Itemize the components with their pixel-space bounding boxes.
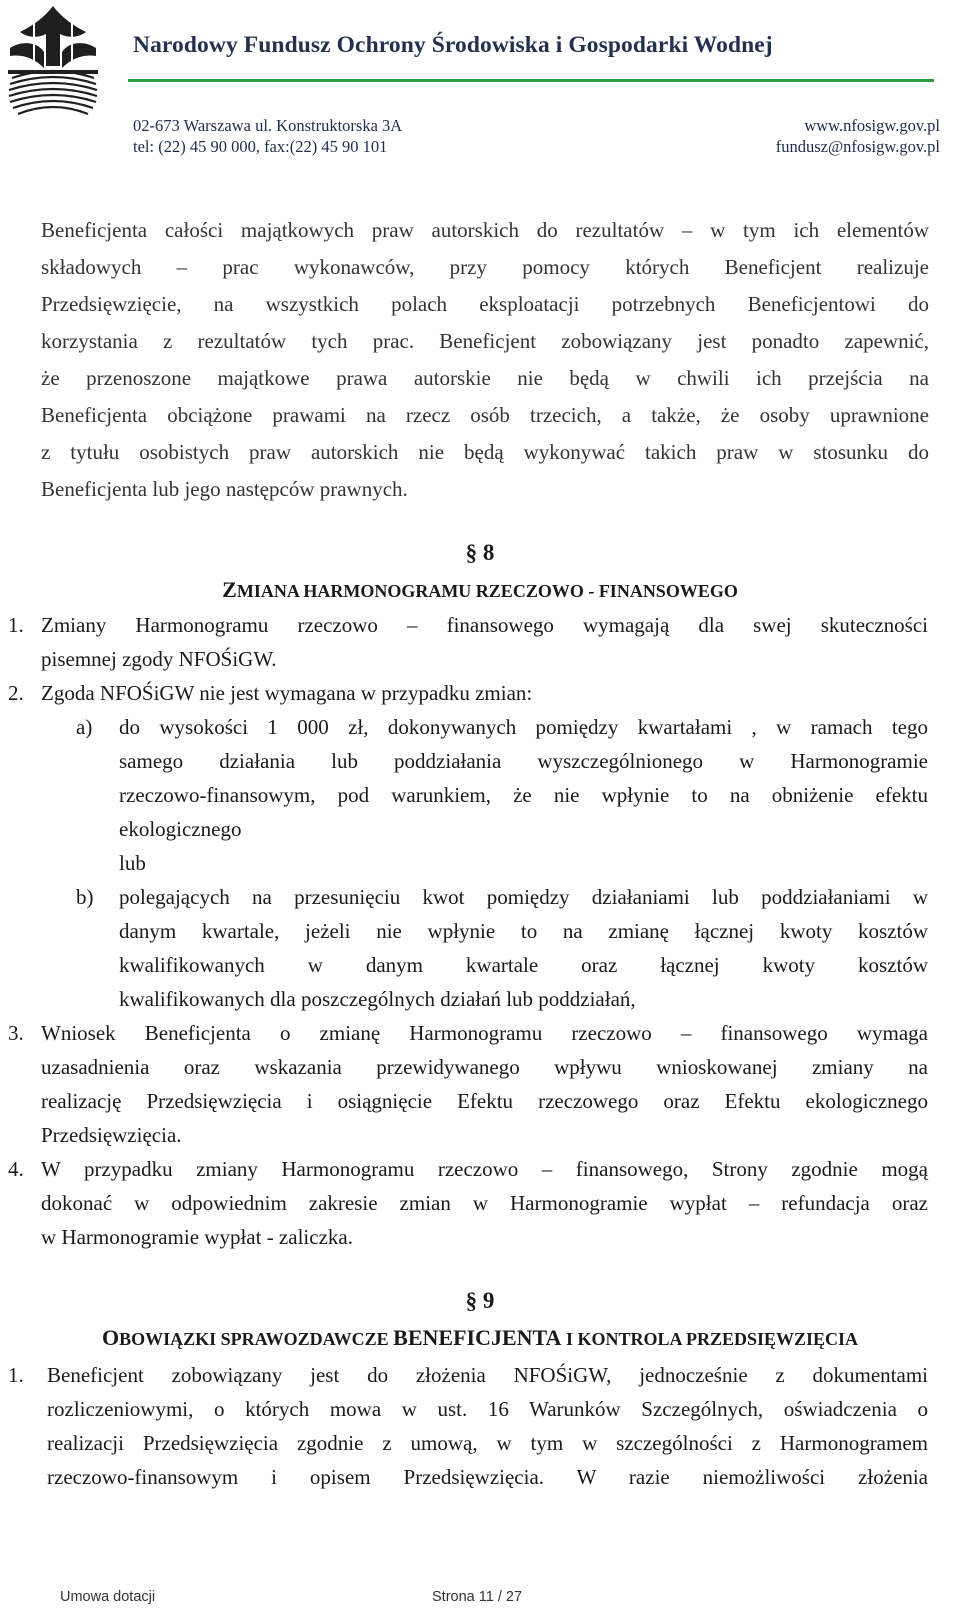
- section-8-number: § 8: [465, 540, 495, 565]
- intro-paragraph: [41, 212, 929, 508]
- title-initial: O: [101, 1325, 120, 1350]
- title-part: BOWIĄZKI SPRAWOZDAWCZE: [119, 1329, 394, 1349]
- subitem-line: polegających na przesunięciu kwot pomiędzy działaniami lub poddziałaniami w: [119, 885, 928, 909]
- paragraph-line: Przedsięwzięcie, na wszystkich polach eksploatacji potrzebnych Beneficjentowi do: [41, 292, 929, 316]
- paragraph-line: Beneficjenta lub jego następców prawnych.: [41, 477, 408, 501]
- title-rest: MIANA HARMONOGRAMU RZECZOWO - FINANSOWEGO: [236, 581, 738, 601]
- title-part: I KONTROLA PRZEDSIĘWZIĘCIA: [561, 1329, 859, 1349]
- item-line: W przypadku zmiany Harmonogramu rzeczowo – finansowego, Strony zgodnie mogą: [41, 1157, 928, 1181]
- paragraph-line: z tytułu osobistych praw autorskich nie będą wykonywać takich praw w stosunku do: [41, 440, 929, 464]
- paragraph-line: Beneficjenta całości majątkowych praw autorskich do rezultatów – w tym ich elementów: [41, 218, 929, 242]
- paragraph-line: składowych – prac wykonawców, przy pomocy których Beneficjent realizuje: [41, 255, 929, 279]
- item-line: Zmiany Harmonogramu rzeczowo – finansowego wymagają dla swej skuteczności: [41, 613, 928, 637]
- subitem-line: danym kwartale, jeżeli nie wpłynie to na zmianę łącznej kwoty kosztów: [119, 919, 928, 943]
- org-phone: tel: (22) 45 90 000, fax:(22) 45 90 101: [133, 137, 388, 156]
- item-line: realizacji Przedsięwzięcia zgodnie z umową, w tym w szczególności z Harmonogramem: [47, 1431, 928, 1455]
- footer-page-number: Strona 11 / 27: [432, 1589, 523, 1605]
- item-number: 2.: [8, 681, 24, 705]
- item-line: rozliczeniowymi, o których mowa w ust. 16 Warunków Szczególnych, oświadczenia o: [47, 1397, 928, 1421]
- item-number: 1.: [8, 613, 24, 637]
- nfosigw-logo: [4, 4, 102, 116]
- item-line: Zgoda NFOŚiGW nie jest wymagana w przypadku zmian:: [41, 681, 533, 705]
- footer-doc-name: Umowa dotacji: [60, 1589, 156, 1605]
- item-number: 4.: [8, 1157, 24, 1181]
- item-line: pisemnej zgody NFOŚiGW.: [41, 647, 277, 671]
- subitem-line: do wysokości 1 000 zł, dokonywanych pomiędzy kwartałami , w ramach tego: [119, 715, 928, 739]
- paragraph-line: Beneficjenta obciążone prawami na rzecz osób trzecich, a także, że osoby uprawnione: [41, 403, 929, 427]
- item-line: realizację Przedsięwzięcia i osiągnięcie Efektu rzeczowego oraz Efektu ekologicznego: [41, 1089, 928, 1113]
- org-name: Narodowy Fundusz Ochrony Środowiska i Gospodarki Wodnej: [133, 32, 773, 58]
- section-9-title: [0, 1325, 960, 1351]
- title-part: BENEFICJENTA: [393, 1325, 562, 1350]
- org-website-link[interactable]: www.nfosigw.gov.pl: [804, 116, 940, 135]
- item-line: w Harmonogramie wypłat - zaliczka.: [41, 1225, 353, 1249]
- item-line: Wniosek Beneficjenta o zmianę Harmonogramu rzeczowo – finansowego wymaga: [41, 1021, 928, 1045]
- item-line: uzasadnienia oraz wskazania przewidywanego wpływu wnioskowanej zmiany na: [41, 1055, 928, 1079]
- header-divider: [128, 79, 934, 82]
- subitem-line: samego działania lub poddziałania wyszczególnionego w Harmonogramie: [119, 749, 928, 773]
- item-number: 3.: [8, 1021, 24, 1045]
- item-line: rzeczowo-finansowym i opisem Przedsięwzięcia. W razie niemożliwości złożenia: [47, 1465, 928, 1489]
- section-8-title: [0, 577, 960, 603]
- subitem-line: rzeczowo-finansowym, pod warunkiem, że nie wpłynie to na obniżenie efektu: [119, 783, 928, 807]
- title-initial: Z: [222, 577, 237, 602]
- paragraph-line: że przenoszone majątkowe prawa autorskie nie będą w chwili ich przejścia na: [41, 366, 929, 390]
- subitem-line: kwalifikowanych w danym kwartale oraz łącznej kwoty kosztów: [119, 953, 928, 977]
- item-number: 1.: [8, 1363, 24, 1387]
- org-email-link[interactable]: fundusz@nfosigw.gov.pl: [775, 137, 940, 156]
- paragraph-line: korzystania z rezultatów tych prac. Beneficjent zobowiązany jest ponadto zapewnić,: [41, 329, 929, 353]
- subitem-line: kwalifikowanych dla poszczególnych działań lub poddziałań,: [119, 987, 636, 1011]
- item-line: Przedsięwzięcia.: [41, 1123, 182, 1147]
- org-address: 02-673 Warszawa ul. Konstruktorska 3A: [133, 116, 403, 135]
- subitem-line: ekologicznego: [119, 817, 242, 841]
- subitem-letter: b): [76, 885, 94, 909]
- item-line: Beneficjent zobowiązany jest do złożenia NFOŚiGW, jednocześnie z dokumentami: [47, 1363, 928, 1387]
- section-9-number: § 9: [465, 1288, 495, 1313]
- item-line: dokonać w odpowiednim zakresie zmian w Harmonogramie wypłat – refundacja oraz: [41, 1191, 928, 1215]
- subitem-line: lub: [119, 851, 146, 875]
- subitem-letter: a): [76, 715, 93, 739]
